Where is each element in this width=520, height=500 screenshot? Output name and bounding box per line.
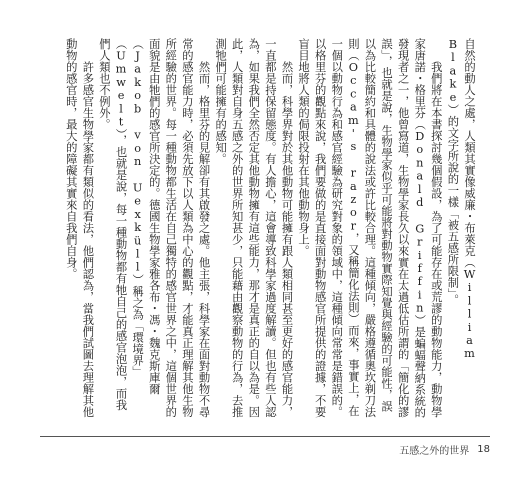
paragraph: 然而，科學界對於其他動物可能擁有跟人類相同甚至更好的感官能力，一直都是持保留態度。有人擔心，這會導致科學家過度解讀。但也有些人認為，如果我們全然否定其他動物擁有這些能力，那才是真正的自以為是。因此，人類對自身五感之外的世界所知甚少，只能藉由觀察動物的行為，去推測牠們可能擁有的感知。 bbox=[214, 38, 294, 418]
paragraph: 許多感官生物學家都有類似的看法，他們認為，當我們試圖去理解其他動物的感官時，最大的障礙其實來自我們自身。 bbox=[64, 38, 95, 418]
footer-rule bbox=[40, 436, 490, 437]
paragraph: 然而，格里芬的見解卻有其啟發之處。他主張，科學家在面對動物不尋常的感官能力時，必須先放下以人類為中心的觀點，才能真正理解其他生物所經驗的世界。每一種動物都生活在自己獨特的感官世界之中，這個世界的面貌是由牠們的感官所決定的。德國生物學家雅各布・馮・魏克斯庫爾（Jakob von Uexküll）稱之為「環境界」（Umwelt），也就是說，每一種動物都有牠自己的感官泡泡，而我們人類也不例外。 bbox=[97, 38, 211, 418]
paragraph: 自然的動人之處，人類其實像威廉・布萊克（William Blake）的文字所說的一樣「被五感所限制」。 bbox=[446, 38, 476, 361]
page-number: 18 bbox=[477, 443, 490, 455]
page-footer bbox=[40, 441, 490, 457]
running-title: 五感之外的世界 bbox=[399, 445, 470, 457]
body-text bbox=[37, 38, 477, 420]
paragraph: 我們將在本書探討幾個假設，為了可能存在或荒謬的動物能力，動物學家唐諾・格里芬（Donald Griffin）是蝙蝠聲納系統的發現者之一，他曾寫道，生物學家長久以來實在太過低估所謂的「簡化的謬誤」，也就是說，生物學家似乎可能將對動物實際知覺與經驗的可能性，誤以為比較簡約和具體的說法或許比較合理。這種傾向，嚴格遵循奧坎剃刀法則（Occam's razor，又稱簡化法則）而來，事實上，在一個以動物行為和感官經驗為研究對象的領域中，這種傾向常常是錯誤的。以格里芬的觀點來說，我們要做的是直接面對動物感官所提供的證據，不要盲目地將人類的侷限投射在其他動物身上。 bbox=[297, 38, 443, 419]
